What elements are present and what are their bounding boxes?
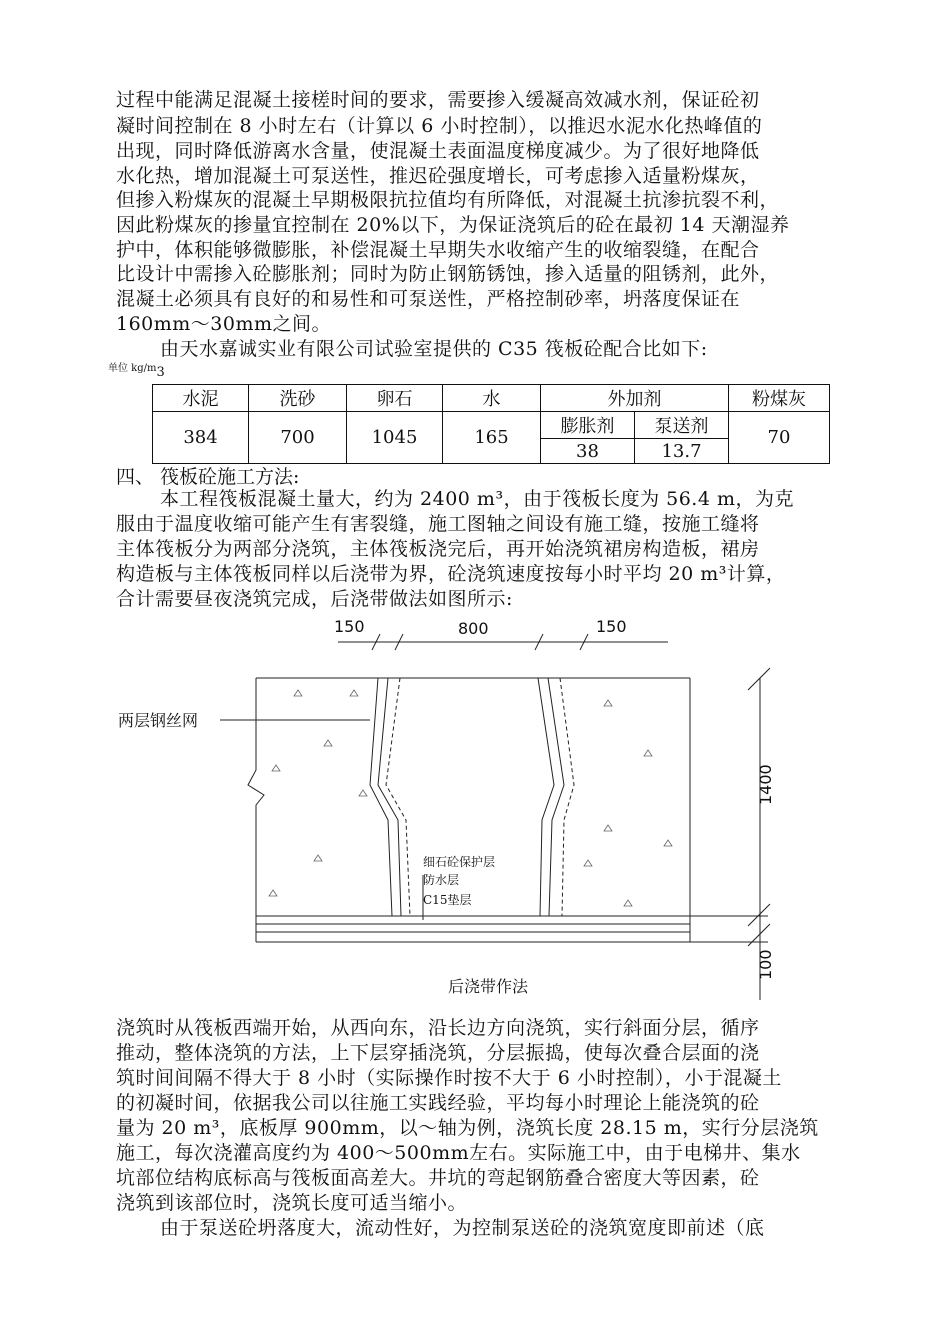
label-fine-concrete: 细石砼保护层 — [423, 855, 496, 869]
header-gravel: 卵石 — [347, 385, 443, 412]
value-expansion: 38 — [541, 439, 635, 464]
right-joint-edge — [538, 678, 554, 916]
value-cement: 384 — [153, 412, 249, 464]
paragraph-4: 由于泵送砼坍落度大，流动性好，为控制泵送砼的浇筑宽度即前述（底 — [160, 1217, 765, 1239]
text-line: 主体筏板分为两部分浇筑，主体筏板浇完后，再开始浇筑裙房构造板，裙房 — [116, 538, 760, 560]
text-line: 服由于温度收缩可能产生有害裂缝，施工图轴之间设有施工缝，按施工缝将 — [116, 513, 760, 535]
steel-mesh-right — [560, 678, 574, 916]
text-line: 浇筑到该部位时，浇筑长度可适当缩小。 — [116, 1192, 468, 1214]
text-line: 混凝土必须具有良好的和易性和可泵送性，严格控制砂率，坍落度保证在 — [116, 288, 741, 310]
dim-150-left: 150 — [334, 617, 365, 636]
header-sand: 洗砂 — [249, 385, 347, 412]
unit-superscript: 3 — [156, 365, 165, 380]
text-line: 量为 20 m³，底板厚 900mm，以～轴为例，浇筑长度 28.15 m，实行分层浇筑 — [116, 1117, 819, 1139]
break-line-left — [248, 678, 264, 942]
section-4-title: 四、 筏板砼施工方法: — [116, 466, 300, 488]
text-line: 浇筑时从筏板西端开始，从西向东，沿长边方向浇筑，实行斜面分层，循序 — [116, 1017, 760, 1039]
label-mesh: 两层钢丝网 — [118, 711, 199, 730]
text-line: 施工，每次浇灌高度约为 400～500mm左右。实际施工中，由于电梯井、集水 — [116, 1142, 801, 1164]
diagram-caption: 后浇带作法 — [448, 977, 529, 996]
text-line: 本工程筏板混凝土量大，约为 2400 m³，由于筏板长度为 56.4 m，为克 — [160, 488, 794, 510]
text-line: 出现，同时降低游离水含量，使混凝土表面温度梯度减少。为了很好地降低 — [116, 140, 760, 162]
header-cement: 水泥 — [153, 385, 249, 412]
text-line: 比设计中需掺入砼膨胀剂；同时为防止钢筋锈蚀，掺入适量的阻锈剂，此外， — [116, 263, 780, 285]
value-sand: 700 — [249, 412, 347, 464]
value-flyash: 70 — [729, 412, 830, 464]
header-water: 水 — [443, 385, 541, 412]
text-line: 护中，体积能够微膨胀，补偿混凝土早期失水收缩产生的收缩裂缝，在配合 — [116, 239, 760, 261]
unit-label — [108, 362, 165, 380]
dim-150-right: 150 — [596, 617, 627, 636]
dim-1400: 1400 — [756, 764, 775, 805]
text-line: 凝时间控制在 8 小时左右（计算以 6 小时控制），以推迟水泥水化热峰值的 — [116, 115, 763, 137]
left-joint-edge — [370, 678, 392, 916]
text-line: 推动，整体浇筑的方法，上下层穿插浇筑，分层振捣，使每次叠合层面的浇 — [116, 1042, 760, 1064]
text-line: 的初凝时间，依据我公司以往施工实践经验，平均每小时理论上能浇筑的砼 — [116, 1092, 760, 1114]
label-cushion: C15垫层 — [423, 893, 472, 907]
mix-intro: 由天水嘉诚实业有限公司试验室提供的 C35 筏板砼配合比如下: — [160, 338, 708, 360]
value-water: 165 — [443, 412, 541, 464]
text-line: 筑时间间隔不得大于 8 小时（实际操作时按不大于 6 小时控制），小于混凝土 — [116, 1067, 782, 1089]
dim-800: 800 — [458, 619, 489, 638]
steel-mesh-left — [386, 678, 410, 916]
text-line: 过程中能满足混凝土接槎时间的要求，需要掺入缓凝高效减水剂，保证砼初 — [116, 89, 760, 111]
text-line: 合计需要昼夜浇筑完成，后浇带做法如图所示: — [116, 588, 513, 610]
aggregate-marks — [269, 690, 672, 906]
text-line: 坑部位结构底标高与筏板面高差大。井坑的弯起钢筋叠合密度大等因素，砼 — [116, 1167, 760, 1189]
label-waterproof: 防水层 — [423, 873, 460, 887]
post-pour-strip-diagram — [108, 610, 808, 1005]
value-pumping: 13.7 — [635, 439, 729, 464]
header-flyash: 粉煤灰 — [729, 385, 830, 412]
text-line: 因此粉煤灰的掺量宜控制在 20%以下，为保证浇筑后的砼在最初 14 天潮湿养 — [116, 214, 790, 236]
dim-100: 100 — [756, 949, 775, 980]
text-line: 160mm～30mm之间。 — [116, 313, 332, 335]
text-line: 构造板与主体筏板同样以后浇带为界，砼浇筑速度按每小时平均 20 m³计算， — [116, 563, 786, 585]
header-admixture: 外加剂 — [541, 385, 729, 412]
subheader-pumping: 泵送剂 — [635, 412, 729, 439]
text-line: 但掺入粉煤灰的混凝土早期极限抗拉值均有所降低，对混凝土抗渗抗裂不利， — [116, 189, 780, 211]
subheader-expansion: 膨胀剂 — [541, 412, 635, 439]
unit-text: 单位 kg/m — [108, 363, 157, 374]
mix-ratio-table — [152, 384, 830, 464]
value-gravel: 1045 — [347, 412, 443, 464]
text-line: 水化热，增加混凝土可泵送性，推迟砼强度增长，可考虑掺入适量粉煤灰， — [116, 165, 760, 187]
